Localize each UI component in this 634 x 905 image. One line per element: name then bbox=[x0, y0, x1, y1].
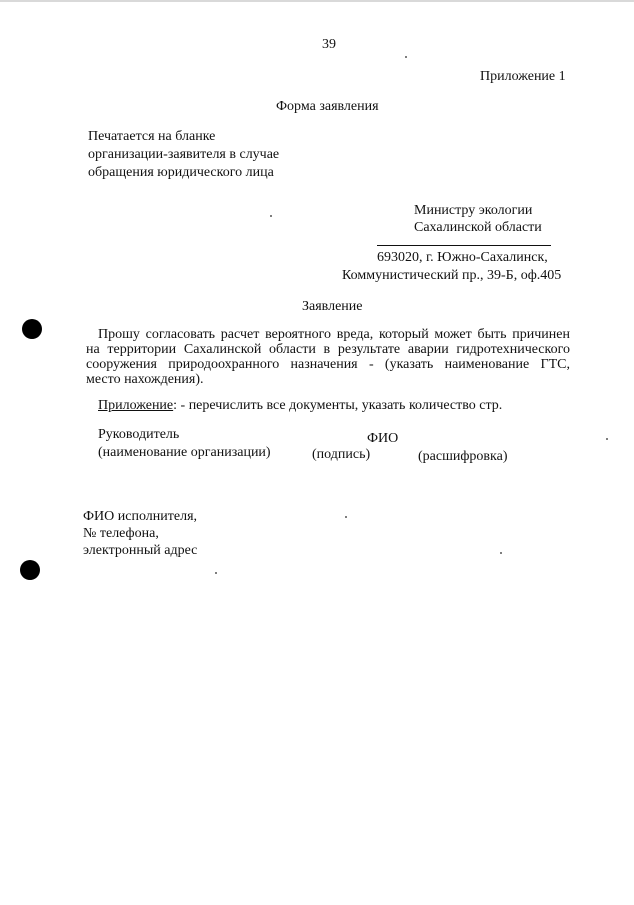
form-title: Форма заявления bbox=[276, 99, 379, 114]
head-label: Руководитель bbox=[98, 427, 180, 442]
org-caption: (наименование организации) bbox=[98, 445, 271, 460]
application-heading: Заявление bbox=[302, 299, 363, 314]
body-line: место нахождения). bbox=[86, 372, 204, 387]
executor-line: ФИО исполнителя, bbox=[83, 509, 198, 524]
body-line: на территории Сахалинской области в результате аварии гидротехнического bbox=[86, 342, 570, 357]
signature-caption: (подпись) bbox=[312, 447, 371, 462]
letterhead-note-line: организации-заявителя в случае bbox=[88, 147, 280, 162]
punch-hole-lower bbox=[20, 560, 40, 580]
attachment-line bbox=[98, 397, 502, 414]
address-line: 693020, г. Южно-Сахалинск, bbox=[377, 250, 548, 265]
body-line: Прошу согласовать расчет вероятного вреда, который может быть причинен bbox=[98, 327, 570, 342]
address-line: Коммунистический пр., 39-Б, оф.405 bbox=[342, 268, 562, 283]
recipient-line: Сахалинской области bbox=[414, 220, 542, 235]
scan-speck bbox=[270, 215, 272, 217]
appendix-label: Приложение 1 bbox=[480, 69, 566, 84]
attachment-text: : - перечислить все документы, указать количество стр. bbox=[173, 398, 503, 413]
page-top-edge bbox=[0, 0, 634, 2]
body-line: сооружения природоохранного назначения - (указать наименование ГТС, bbox=[86, 357, 570, 372]
scan-speck bbox=[500, 552, 502, 554]
punch-hole-upper bbox=[22, 319, 42, 339]
page-number: 39 bbox=[322, 37, 336, 52]
letterhead-note-line: Печатается на бланке bbox=[88, 129, 216, 144]
recipient-line: Министру экологии bbox=[414, 203, 533, 218]
executor-line: электронный адрес bbox=[83, 543, 198, 558]
scan-speck bbox=[345, 516, 347, 518]
scan-speck bbox=[215, 572, 217, 574]
fio-label: ФИО bbox=[367, 431, 399, 446]
address-rule bbox=[377, 245, 551, 246]
scan-speck bbox=[606, 438, 608, 440]
decoding-caption: (расшифровка) bbox=[418, 449, 508, 464]
executor-line: № телефона, bbox=[83, 526, 159, 541]
attachment-label: Приложение bbox=[98, 398, 174, 413]
scan-speck bbox=[405, 56, 407, 58]
letterhead-note-line: обращения юридического лица bbox=[88, 165, 274, 180]
application-body bbox=[86, 327, 570, 387]
